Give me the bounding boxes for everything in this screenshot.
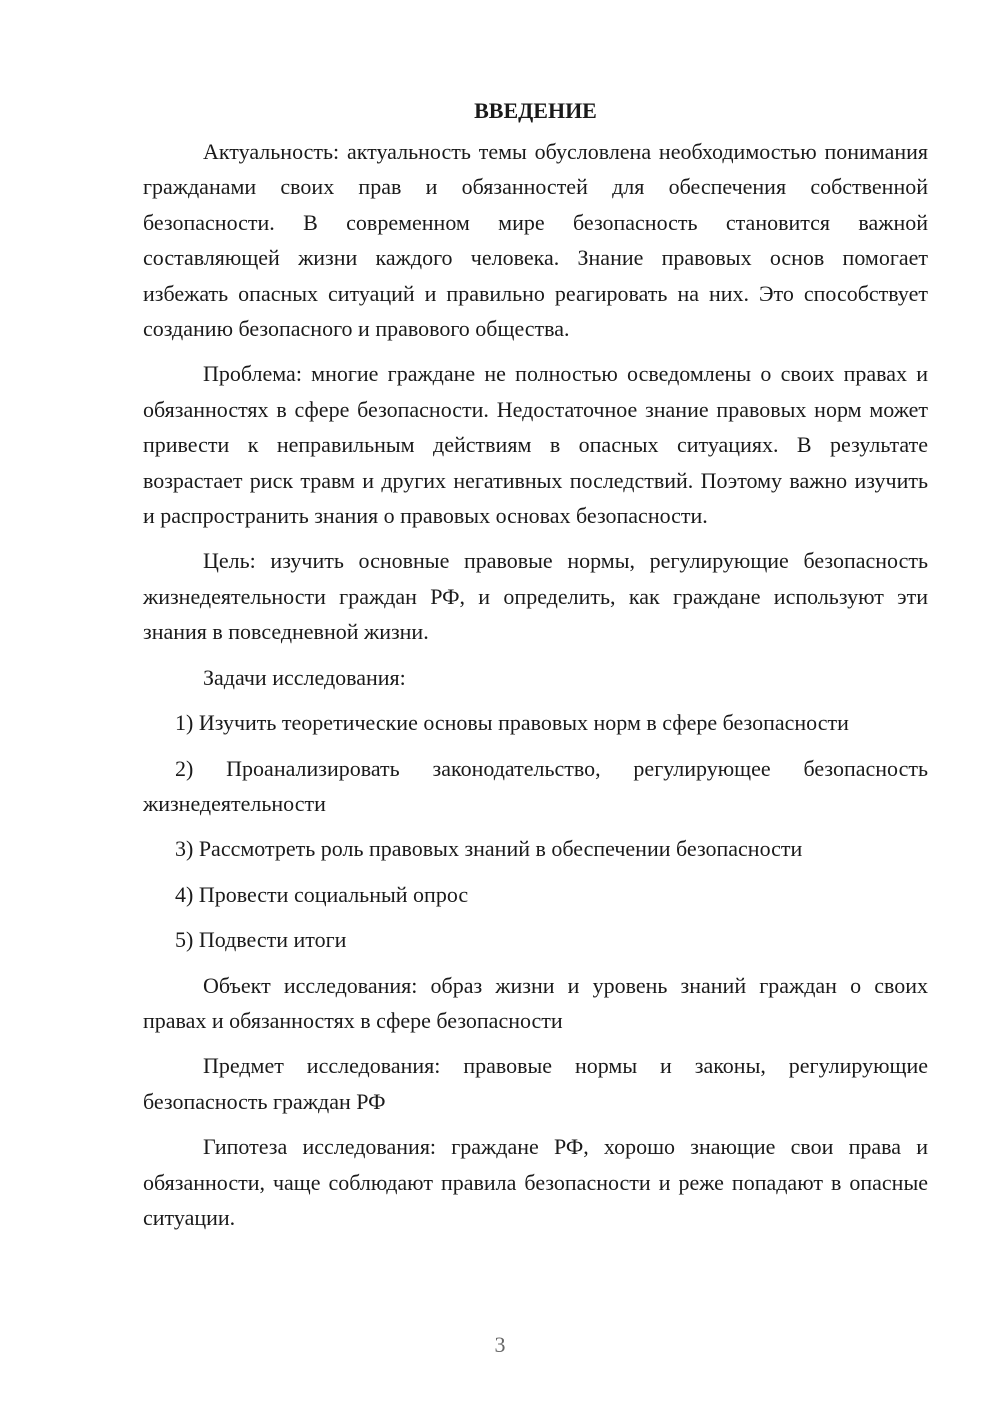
task-item: 5) Подвести итоги: [175, 927, 347, 953]
paragraph-relevance: Актуальность: актуальность темы обусловлена необходимостью понимания гражданами своих прав и обязанностей для обеспечения собственной безопасности. В современном мире безопасность становится важной составляющей жизни каждого человека. Знание правовых основ помогает избежать опасных ситуаций и правильно реагировать на них. Это способствует созданию безопасного и правового общества.: [143, 139, 928, 342]
paragraph-problem: Проблема: многие граждане не полностью осведомлены о своих правах и обязанностях в сфере безопасности. Недостаточное знание правовых норм может привести к неправильным действиям в опасных ситуациях. В результате возрастает риск травм и других негативных последствий. Поэтому важно изучить и распространить знания о правовых основах безопасности.: [143, 361, 928, 529]
task-item: 3) Рассмотреть роль правовых знаний в обеспечении безопасности: [175, 836, 803, 862]
paragraph-hypothesis: Гипотеза исследования: граждане РФ, хорошо знающие свои права и обязанности, чаще соблюдают правила безопасности и реже попадают в опасные ситуации.: [143, 1134, 928, 1230]
tasks-heading: Задачи исследования:: [203, 664, 406, 690]
document-page: [143, 96, 928, 1245]
section-title: ВВЕДЕНИЕ: [474, 98, 597, 123]
paragraph-goal: Цель: изучить основные правовые нормы, регулирующие безопасность жизнедеятельности граждан РФ, и определить, как граждане используют эти знания в повседневной жизни.: [143, 548, 928, 645]
page-number: 3: [494, 1332, 506, 1357]
task-item: 4) Провести социальный опрос: [175, 881, 469, 907]
task-item: 1) Изучить теоретические основы правовых норм в сфере безопасности: [175, 710, 849, 736]
paragraph-subject: Предмет исследования: правовые нормы и законы, регулирующие безопасность граждан РФ: [143, 1053, 928, 1114]
tasks-list: [143, 705, 928, 957]
paragraph-object: Объект исследования: образ жизни и уровень знаний граждан о своих правах и обязанностях в сфере безопасности: [143, 972, 928, 1033]
task-item: 2) Проанализировать законодательство, регулирующее безопасность жизнедеятельности: [143, 755, 928, 816]
